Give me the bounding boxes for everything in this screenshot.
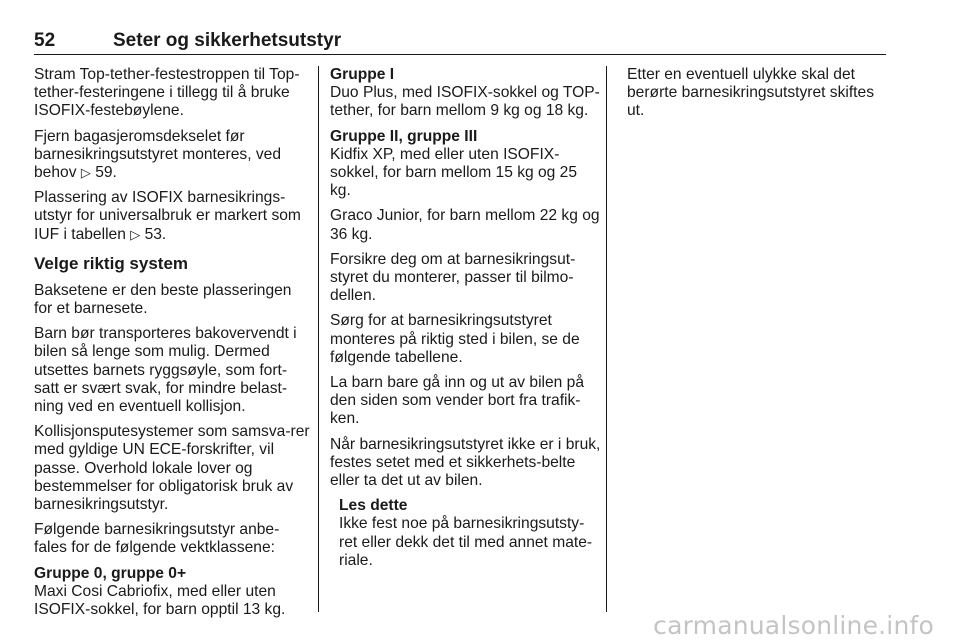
paragraph: Etter en eventuell ulykke skal det berørte barnesikringsutstyret skiftes ut.: [627, 66, 874, 120]
note-text: Ikke fest noe på barnesikringsutsty-ret eller dekk det til med annet mate-riale.: [339, 515, 593, 569]
note-box: [330, 497, 602, 570]
paragraph: Kollisjonsputesystemer som samsva-rer med gyldige UN ECE-forskrifter, vil passe. Overhold lokale lover og bestemmelser for obligatorisk bruk av barnesikringsutstyr.: [34, 423, 310, 514]
paragraph: Graco Junior, for barn mellom 22 kg og 36 kg.: [330, 207, 600, 243]
page-header: [34, 28, 886, 55]
column-divider: [318, 66, 319, 612]
note-title: Les dette: [339, 497, 408, 515]
page-number: 52: [34, 30, 56, 51]
paragraph: Når barnesikringsutstyret ikke er i bruk, festes setet med et sikkerhets-belte eller ta det ut av bilen.: [330, 435, 601, 490]
page-reference-arrow-icon: ▷: [130, 226, 141, 242]
page-reference-arrow-icon: ▷: [80, 165, 91, 181]
group-description: Kidfix XP, med eller uten ISOFIX-sokkel, for barn mellom 15 kg og 25 kg.: [330, 145, 578, 200]
paragraph: Fjern bagasjeromsdekselet før barnesikringsutstyret monteres, ved behov ▷ 59.: [34, 127, 282, 182]
page-title: Seter og sikkerhetsutstyr: [113, 30, 342, 51]
paragraph: La barn bare gå inn og ut av bilen på den siden som vender bort fra trafik-ken.: [330, 374, 585, 428]
group-description: Duo Plus, med ISOFIX-sokkel og TOP-tether, for barn mellom 9 kg og 18 kg.: [330, 84, 600, 120]
paragraph: Følgende barnesikringsutstyr anbe-fales for de følgende vektklassene:: [34, 521, 280, 557]
text-column-3: [627, 66, 889, 128]
page-reference[interactable]: 53.: [144, 225, 167, 243]
watermark: carmanualsonline.info: [653, 611, 934, 640]
text-column-1: [34, 66, 310, 619]
group-title: Gruppe 0, gruppe 0+: [34, 564, 187, 582]
text-column-2: [330, 66, 602, 570]
page-reference[interactable]: 59.: [95, 164, 117, 182]
column-divider: [606, 66, 607, 612]
group-title: Gruppe I: [330, 66, 395, 83]
paragraph: Baksetene er den beste plasseringen for et barnesete.: [34, 281, 292, 318]
paragraph: Plassering av ISOFIX barnesikrings-utstyr for universalbruk er markert som IUF i tabellen ▷ 53.: [34, 189, 301, 243]
paragraph: Forsikre deg om at barnesikringsut-styret du monterer, passer til bilmo-dellen.: [330, 250, 576, 305]
paragraph: Stram Top-tether-festestroppen til Top-tether-festeringene i tillegg til å bruke ISOFIX-festebøylene.: [34, 66, 300, 120]
paragraph: Sørg for at barnesikringsutstyret monteres på riktig sted i bilen, se de følgende tabellene.: [330, 312, 580, 366]
group-description: Maxi Cosi Cabriofix, med eller uten ISOFIX-sokkel, for barn opptil 13 kg.: [34, 582, 286, 619]
paragraph: Barn bør transporteres bakovervendt i bilen så lenge som mulig. Dermed utsettes barnets ryggsøyle, som fort-satt er svært svak, for mindre belast-ning ved en eventuell kollisjon.: [34, 325, 297, 416]
section-heading: Velge riktig system: [34, 253, 189, 273]
group-title: Gruppe II, gruppe III: [330, 127, 478, 145]
